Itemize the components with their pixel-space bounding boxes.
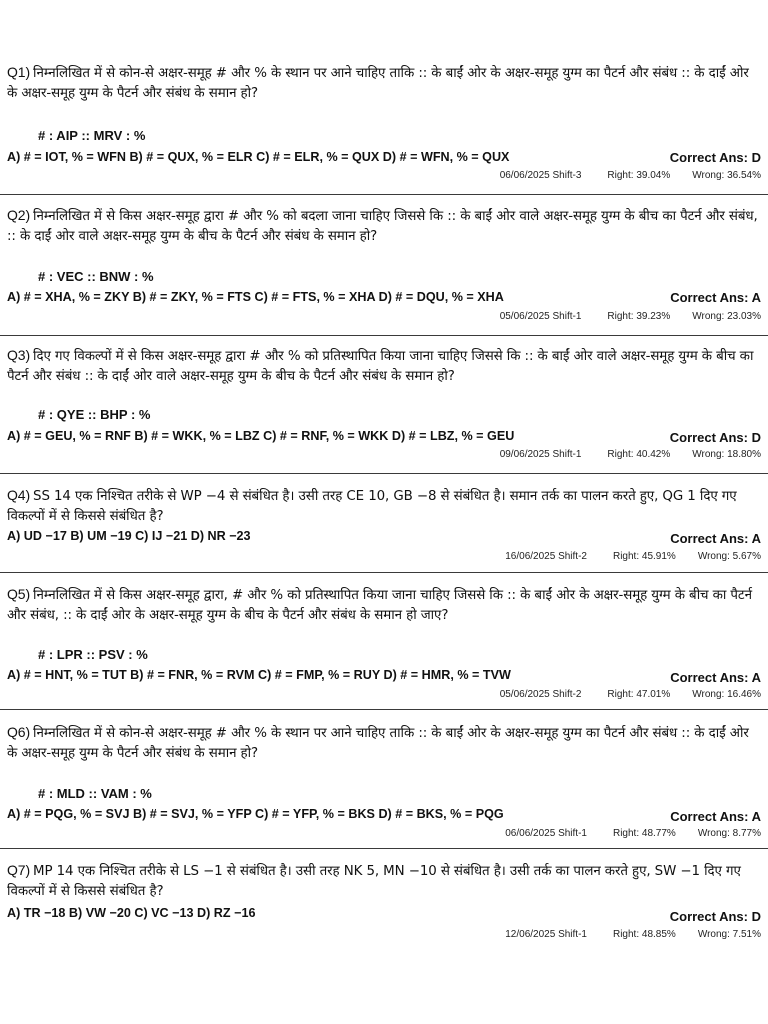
question-text [7,62,762,104]
letter-pattern: # : LPR :: PSV : % [38,647,148,662]
exam-date-shift: 12/06/2025 Shift-1 [505,929,587,940]
answer-options: A) # = HNT, % = TUT B) # = FNR, % = RVM C) # = FMP, % = RUY D) # = HMR, % = TVW [7,668,511,682]
exam-stats [505,929,761,940]
wrong-percentage: Wrong: 8.77% [697,828,761,839]
correct-answer: Correct Ans: A [670,531,761,546]
question-number: Q7) [7,862,31,878]
question-text [7,205,762,247]
right-percentage: Right: 39.04% [607,170,671,181]
question-body: निम्नलिखित में से कोन-से अक्षर-समूह # और % के स्थान पर आने चाहिए ताकि :: के बाईं ओर के अक्षर-समूह युग्म का पैटर्न और संबंध :: के दाईं ओर के अक्षर-समूह युग्म के पैटर्न और संबंध के समान हो? [7,66,749,101]
question-block-4 [0,485,768,573]
correct-answer: Correct Ans: D [669,430,761,445]
wrong-percentage: Wrong: 36.54% [692,170,761,181]
question-block-2 [0,205,768,336]
letter-pattern: # : AIP :: MRV : % [38,128,146,143]
exam-date-shift: 06/06/2025 Shift-3 [499,170,582,181]
right-percentage: Right: 40.42% [607,449,671,460]
correct-answer: Correct Ans: D [669,150,761,165]
question-block-6 [0,722,768,849]
exam-date-shift: 05/06/2025 Shift-1 [499,311,582,322]
question-text [7,345,762,387]
right-percentage: Right: 39.23% [607,311,671,322]
question-text [7,584,762,626]
answer-options: A) # = IOT, % = WFN B) # = QUX, % = ELR C) # = ELR, % = QUX D) # = WFN, % = QUX [7,150,510,164]
answer-options: A) # = XHA, % = ZKY B) # = ZKY, % = FTS C) # = FTS, % = XHA D) # = DQU, % = XHA [7,290,504,304]
wrong-percentage: Wrong: 7.51% [697,929,761,940]
right-percentage: Right: 48.85% [612,929,676,940]
answer-options: A) TR −18 B) VW −20 C) VC −13 D) RZ −16 [7,906,256,920]
correct-answer: Correct Ans: D [669,909,761,924]
exam-stats [500,311,761,322]
exam-date-shift: 06/06/2025 Shift-1 [505,828,587,839]
question-text [7,485,762,527]
letter-pattern: # : MLD :: VAM : % [38,786,152,801]
answer-options: A) UD −17 B) UM −19 C) IJ −21 D) NR −23 [7,529,251,543]
letter-pattern: # : QYE :: BHP : % [38,407,151,422]
exam-stats [500,170,761,181]
question-block-1 [0,62,768,195]
question-body: निम्नलिखित में से किस अक्षर-समूह द्वारा, # और % को प्रतिस्थापित किया जाना चाहिए जिससे कि :: के बाईं ओर के अक्षर-समूह युग्म के बीच का पैटर्न और संबंध, :: के दाईं ओर के अक्षर-समूह युग्म के बीच के पैटर्न और संबंध के समान हो जाए? [7,588,752,623]
question-block-5 [0,584,768,710]
question-number: Q1) [7,64,31,80]
question-body: निम्नलिखित में से कोन-से अक्षर-समूह # और % के स्थान पर आने चाहिए ताकि :: के बाईं ओर के अक्षर-समूह युग्म का पैटर्न और संबंध :: के दाईं ओर के अक्षर-समूह युग्म के पैटर्न और संबंध के समान हो? [7,726,749,761]
question-number: Q4) [7,487,31,503]
right-percentage: Right: 45.91% [612,551,676,562]
question-number: Q3) [7,347,31,363]
question-block-3 [0,345,768,474]
question-body: MP 14 एक निश्चित तरीके से LS −1 से संबंधित है। उसी तरह NK 5, MN −10 से संबंधित है। उसी तर्क का पालन करते हुए, SW −1 दिए गए विकल्पों में से किससे संबंधित है? [7,864,741,899]
question-body: SS 14 एक निश्चित तरीके से WP −4 से संबंधित है। उसी तरह CE 10, GB −8 से संबंधित है। समान तर्क का पालन करते हुए, QG 1 दिए गए विकल्पों में से किससे संबंधित है? [7,489,737,524]
question-number: Q6) [7,724,31,740]
answer-options: A) # = PQG, % = SVJ B) # = SVJ, % = YFP C) # = YFP, % = BKS D) # = BKS, % = PQG [7,807,504,821]
question-number: Q5) [7,586,31,602]
exam-stats [505,551,761,562]
exam-date-shift: 05/06/2025 Shift-2 [499,689,582,700]
correct-answer: Correct Ans: A [670,809,761,824]
question-body: दिए गए विकल्पों में से किस अक्षर-समूह द्वारा # और % को प्रतिस्थापित किया जाना चाहिए जिससे कि :: के बाईं ओर वाले अक्षर-समूह युग्म के बीच का पैटर्न और संबंध :: के दाईं ओर वाले अक्षर-समूह युग्म के बीच के पैटर्न और संबंध के समान हो? [7,349,754,384]
right-percentage: Right: 47.01% [607,689,671,700]
question-body: निम्नलिखित में से किस अक्षर-समूह द्वारा # और % को बदला जाना चाहिए जिससे कि :: के बाईं ओर वाले अक्षर-समूह युग्म के बीच का पैटर्न और संबंध, :: के दाईं ओर वाले अक्षर-समूह युग्म के बीच के पैटर्न और संबंध के समान हो? [7,209,758,244]
question-block-7 [0,860,768,950]
exam-stats [505,828,761,839]
wrong-percentage: Wrong: 23.03% [692,311,761,322]
exam-stats [500,449,761,460]
letter-pattern: # : VEC :: BNW : % [38,269,154,284]
exam-stats [500,689,761,700]
wrong-percentage: Wrong: 16.46% [692,689,761,700]
question-number: Q2) [7,207,31,223]
correct-answer: Correct Ans: A [670,670,761,685]
exam-date-shift: 09/06/2025 Shift-1 [499,449,582,460]
wrong-percentage: Wrong: 18.80% [692,449,761,460]
question-text [7,722,762,764]
correct-answer: Correct Ans: A [670,290,761,305]
answer-options: A) # = GEU, % = RNF B) # = WKK, % = LBZ C) # = RNF, % = WKK D) # = LBZ, % = GEU [7,429,515,443]
right-percentage: Right: 48.77% [612,828,676,839]
wrong-percentage: Wrong: 5.67% [697,551,761,562]
exam-date-shift: 16/06/2025 Shift-2 [505,551,587,562]
question-text [7,860,762,902]
